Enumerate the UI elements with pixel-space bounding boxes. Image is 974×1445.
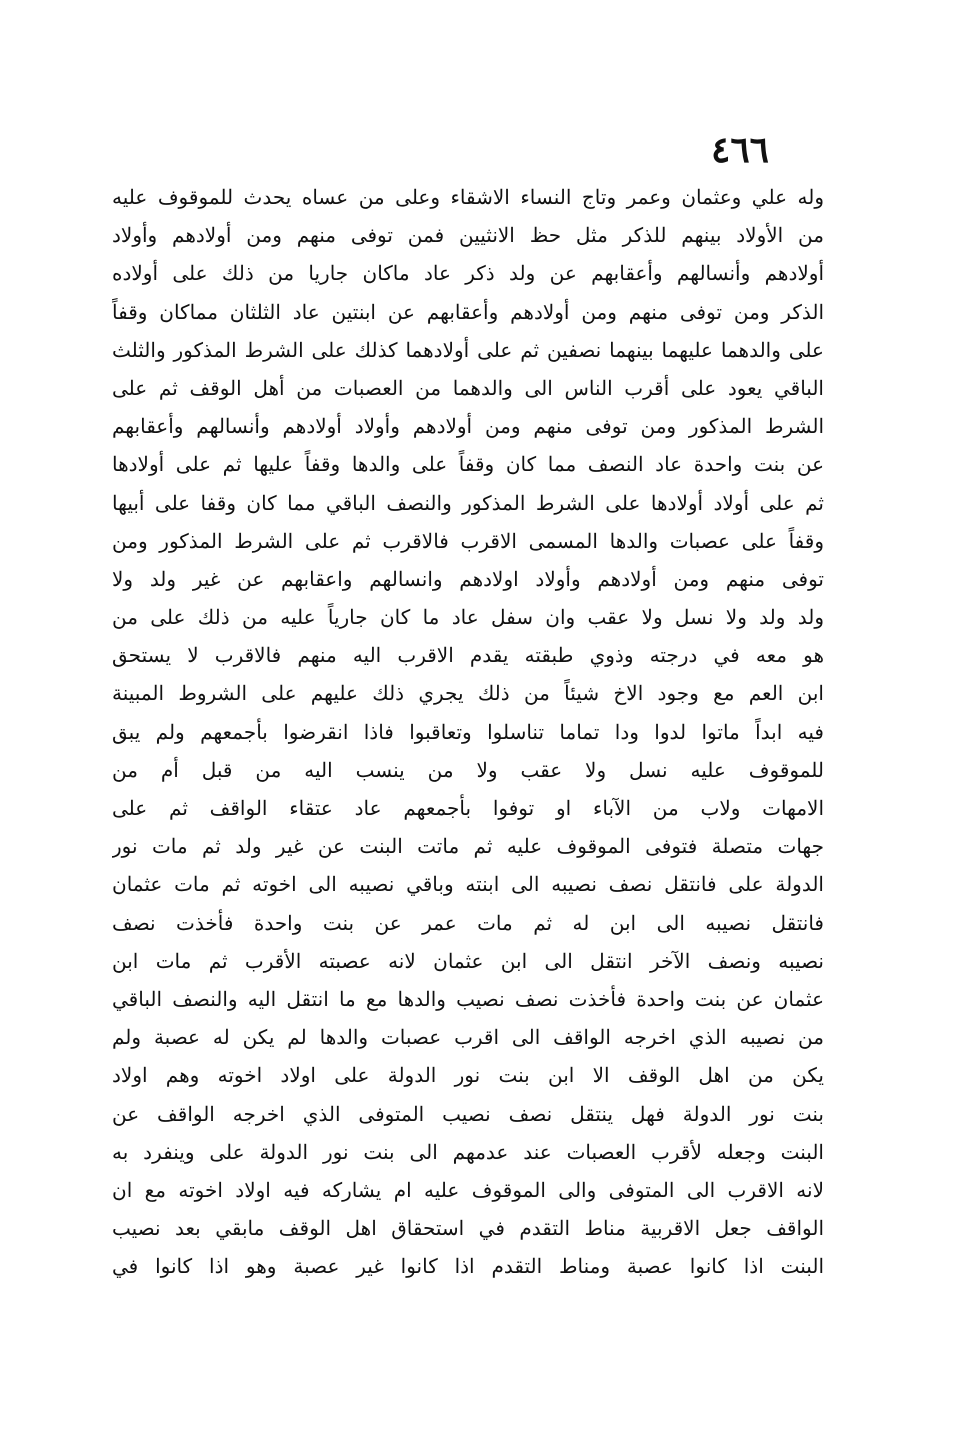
- text-line: عثمان عن بنت واحدة فأخذت نصف نصيب والدها مع ما انتقل اليه والنصف الباقي: [112, 986, 824, 1011]
- text-line: الذكر ومن توفى منهم ومن أولادهم وأعقابهم عن ابنتين عاد الثلثان مماكان وقفاً: [112, 299, 824, 324]
- text-line: جهات متصلة فتوفى الموقوف عليه ثم ماتت البنت عن غير ولد ثم مات نور: [112, 834, 824, 859]
- text-line: توفى منهم ومن أولادهم وأولاد اولادهم وانسالهم واعقابهم عن غير ولد ولا: [112, 566, 824, 591]
- text-line: الدولة على فانتقل نصف نصيبه الى ابنته وباقي نصيبه الى اخوته ثم مات عثمان: [112, 872, 824, 897]
- text-line: من الأولاد بينهم للذكر مثل حظ الانثيين فمن توفى منهم ومن أولادهم وأولاد: [112, 223, 824, 248]
- text-line: على والدهما عليهما بينهما نصفين ثم على أولادهما كذلك على الشرط المذكور والثلث: [112, 337, 824, 362]
- text-line: هو معه في درجته وذوي طبقته يقدم الاقرب اليه منهم فالاقرب لا يستحق: [112, 643, 824, 668]
- text-line: الشرط المذكور ومن توفى منهم ومن أولادهم وأولاد أولادهم وأنسالهم وأعقابهم: [112, 414, 824, 439]
- text-line: أولادهم وأنسالهم وأعقابهم عن ولد ذكر عاد ماكان جاريا من ذلك على أولاده: [112, 261, 824, 286]
- text-line: يكن من اهل الوقف الا ابن بنت نور الدولة على اولاد اخوته وهم اولاد: [112, 1063, 824, 1088]
- text-line: نصيبه ونصف الآخر انتقل الى ابن عثمان لانه عصبته الأقرب ثم مات ابن: [112, 948, 824, 973]
- text-line: من نصيبه الذي اخرجه الواقف الى اقرب عصبات والدها لم يكن له عصبة ولم: [112, 1025, 824, 1050]
- text-line: البنت اذا كانوا عصبة ومناط التقدم اذا كانوا غير عصبة وهو اذا كانوا في: [112, 1254, 824, 1279]
- text-line: ابن العم مع وجود الاخ شيئاً من ذلك يجري ذلك عليهم على الشروط المبينة: [112, 681, 824, 706]
- text-line: ولد ولد ولا نسل ولا عقب وان سفل عاد ما كان جارياً عليه من ذلك على من: [112, 605, 824, 630]
- text-line: الواقف جعل الاقربية مناط التقدم في استحقاق اهل الوقف مابقي بعد نصيب: [112, 1216, 824, 1241]
- text-line: للموقوف عليه نسل ولا عقب ولا من ينسب اليه من قبل أم من: [112, 757, 824, 782]
- text-line: بنت نور الدولة فهل ينتقل نصف نصيب المتوفى الذي اخرجه الواقف عن: [112, 1101, 824, 1126]
- text-line: وله علي وعثمان وعمر وتاج النساء الاشقاء وعلى من عساه يحدث للموقوف عليه: [112, 185, 824, 209]
- text-line: البنت وجعله لأقرب العصبات عند عدمهم الى بنت نور الدولة على وينفرد به: [112, 1139, 824, 1164]
- body-text: [112, 178, 824, 1285]
- text-line: ثم على أولاد أولادها على الشرط المذكور والنصف الباقي مما كان وقفا على أبيها: [112, 490, 824, 515]
- text-line: وقفاً على عصبات والدها المسمى الاقرب فالاقرب ثم على الشرط المذكور ومن: [112, 528, 824, 553]
- text-line: عن بنت واحدة عاد النصف مما كان وقفاً على والدها وقفاً عليها ثم على أولادها: [112, 452, 824, 477]
- text-line: لانه الاقرب الى المتوفى والى الموقوف عليه ام يشاركه فيه اولاد اخوته مع ان: [112, 1177, 824, 1202]
- text-line: فانتقل نصيبه الى ابن له ثم مات عمر عن بنت واحدة فأخذت نصف: [112, 910, 824, 935]
- text-line: فيه ابداً ماتوا لدوا ودا تماما تناسلوا وتعاقبوا فاذا انقرضوا بأجمعهم ولم يبق: [112, 719, 824, 744]
- page-number: ٤٦٦: [710, 129, 769, 171]
- text-line: الامهات ولاب من الآباء او توفوا بأجمعهم عاد عتقاء الواقف ثم على: [112, 796, 824, 820]
- text-line: الباقي يعود على أقرب الناس الى والدهما من العصبات من أهل الوقف ثم على: [112, 375, 824, 400]
